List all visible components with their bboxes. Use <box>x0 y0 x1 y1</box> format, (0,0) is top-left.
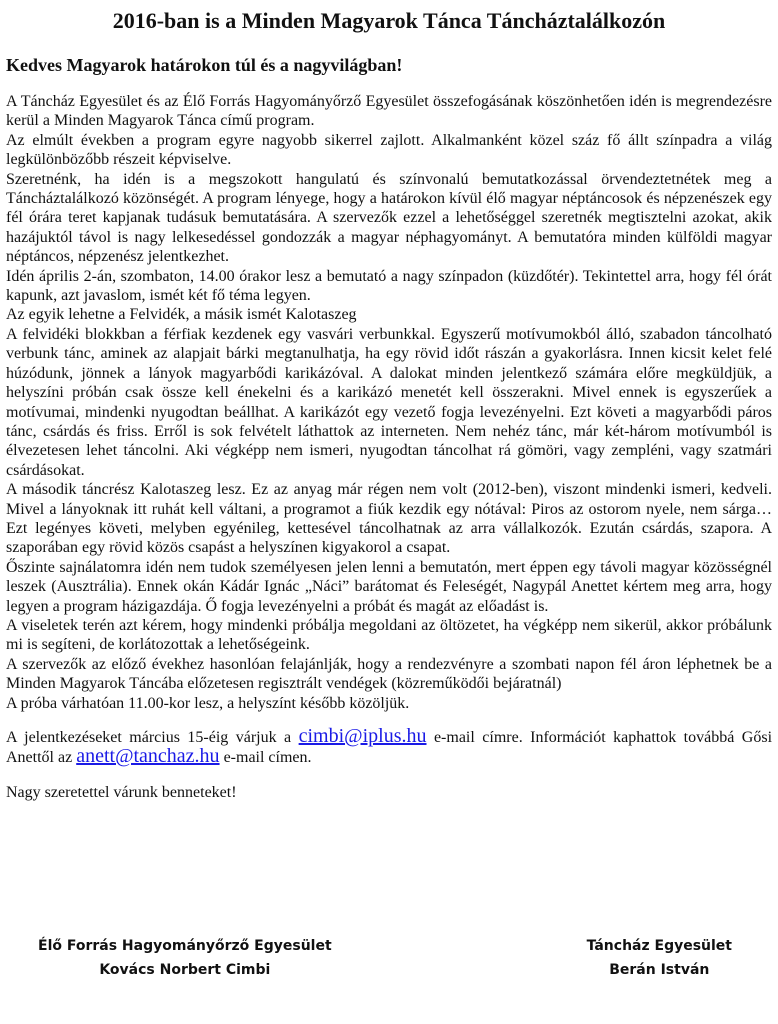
signature-right-org: Táncház Egyesület <box>586 938 732 954</box>
contact-text-2: e-mail címre. Információt kaphattok továbbá Gősi Anettől az <box>6 729 773 767</box>
paragraph-tickets: A szervezők az előző évekhez hasonlóan felajánlják, hogy a rendezvényre a szombati napon fél áron léphetnek be a Minden Magyarok Táncába előzetesen regisztrált vendégek (közreműködői bejáratnál) <box>6 655 772 693</box>
signature-block <box>0 934 778 982</box>
paragraph-costumes: A viseletek terén azt kérem, hogy mindenki próbálja megoldani az öltözetet, ha végképp nem sikerül, akkor próbálunk mi is segíteni, de korlátozottak a lehetőségeink. <box>6 616 772 654</box>
contact-text-1: A jelentkezéseket március 15-éig várjuk a <box>6 729 299 746</box>
paragraph-history: Az elmúlt években a program egyre nagyobb sikerrel zajlott. Alkalmanként közel száz fő állt színpadra a világ legkülönbözőbb részeit képviselve. <box>6 131 772 169</box>
paragraph-intro: A Táncház Egyesület és az Élő Forrás Hagyományőrző Egyesület összefogásának köszönhetően idén is megrendezésre kerül a Minden Magyarok Tánca című program. <box>6 93 772 130</box>
paragraph-invitation: Szeretnénk, ha idén is a megszokott hangulatú és színvonalú bemutatkozással örvendeztetnétek meg a Táncháztalálkozó közönségét. A program lényege, hogy a határokon kívül élő magyar néptáncosok és népzenészek egy fél órára teret kapjanak tudásuk bemutatására. A szervezők ezzel a lehetőséggel szeretnék megtisztelni azokat, akik hazájuktól távol is nagy lelkesedéssel gondozzák a magyar néphagyományt. A bemutatóra minden külföldi magyar néptáncos, népzenész jelentkezhet. <box>6 170 772 266</box>
paragraph-felvidek: A felvidéki blokkban a férfiak kezdenek egy vasvári verbunkkal. Egyszerű motívumokból álló, szabadon táncolható verbunk tánc, aminek az alapjait bárki megtanulhatja, ha egy rövid időt rászán a gyakorlásra. Innen kicsit kelet felé húzódunk, jönnek a lányok magyarbődi karikázóval. A dalokat minden jelentkező számára előre megküldjük, a helyszíni próbán csak össze kell énekelni és a karikázó menetét kell összerakni. Mivel ennek is egyszerűek a motívumai, mindenki nyugodtan beállhat. A karikázót egy vezető fogja levezényelni. Ezt követi a magyarbődi páros tánc, csárdás és friss. Erről is sok felvételt láthattok az interneten. Nem nehéz tánc, már két-három motívumból is élvezetesen lehet táncolni. Aki végképp nem ismeri, nyugodtan táncolhat rá gömöri, vagy zempléni, vagy szatmári csárdásokat. <box>6 325 772 479</box>
signature-right-name: Berán István <box>609 962 710 978</box>
paragraph-kalotaszeg: A második táncrész Kalotaszeg lesz. Ez az anyag már régen nem volt (2012-ben), viszont mindenki ismeri, kedveli. Mivel a lányoknak itt ruhát kell váltani, a programot a fiúk kezdik egy nótával: Piros az ostorom nyele, nem sárga… Ezt legényes követi, melyben egyénileg, kettesével táncolhatnak az arra vállalkozók. Ezután csárdás, szapora. A szaporában egy rövid közös csapást a helyszínen kigyakorol a csapat. <box>6 481 772 557</box>
paragraph-rehearsal: A próba várhatóan 11.00-kor lesz, a helyszínt később közöljük. <box>6 694 410 712</box>
paragraph-themes: Az egyik lehetne a Felvidék, a másik ismét Kalotaszeg <box>6 306 357 324</box>
signature-left-name: Kovács Norbert Cimbi <box>99 962 271 978</box>
email-link-cimbi[interactable]: cimbi@iplus.hu <box>298 725 427 747</box>
document-title: 2016-ban is a Minden Magyarok Tánca Táncháztalálkozón <box>112 8 666 33</box>
paragraph-date: Idén április 2-án, szombaton, 14.00 órakor lesz a bemutató a nagy színpadon (küzdőtér). Tekintettel arra, hogy fél órát kapunk, azt javaslom, ismét két fő téma legyen. <box>6 267 772 305</box>
signature-right <box>587 934 732 982</box>
contact-text-3: e-mail címen. <box>219 749 312 767</box>
email-link-anett[interactable]: anett@tanchaz.hu <box>76 745 220 768</box>
signature-left-org: Élő Forrás Hagyományőrző Egyesület <box>38 938 332 954</box>
closing-line: Nagy szeretettel várunk benneteket! <box>6 783 237 801</box>
greeting: Kedves Magyarok határokon túl és a nagyvilágban! <box>6 55 403 75</box>
contact-paragraph <box>6 727 772 768</box>
letter-body <box>6 92 772 713</box>
paragraph-host: Őszinte sajnálatomra idén nem tudok személyesen jelen lenni a bemutatón, mert éppen egy távoli magyar közösségnél leszek (Ausztrália). Ennek okán Kádár Ignác „Náci” barátomat és Feleségét, Nagypál Anettet kértem meg arra, hogy legyen a program házigazdája. Ő fogja levezényelni a próbát és magát az előadást is. <box>6 558 772 615</box>
signature-left <box>38 934 332 982</box>
